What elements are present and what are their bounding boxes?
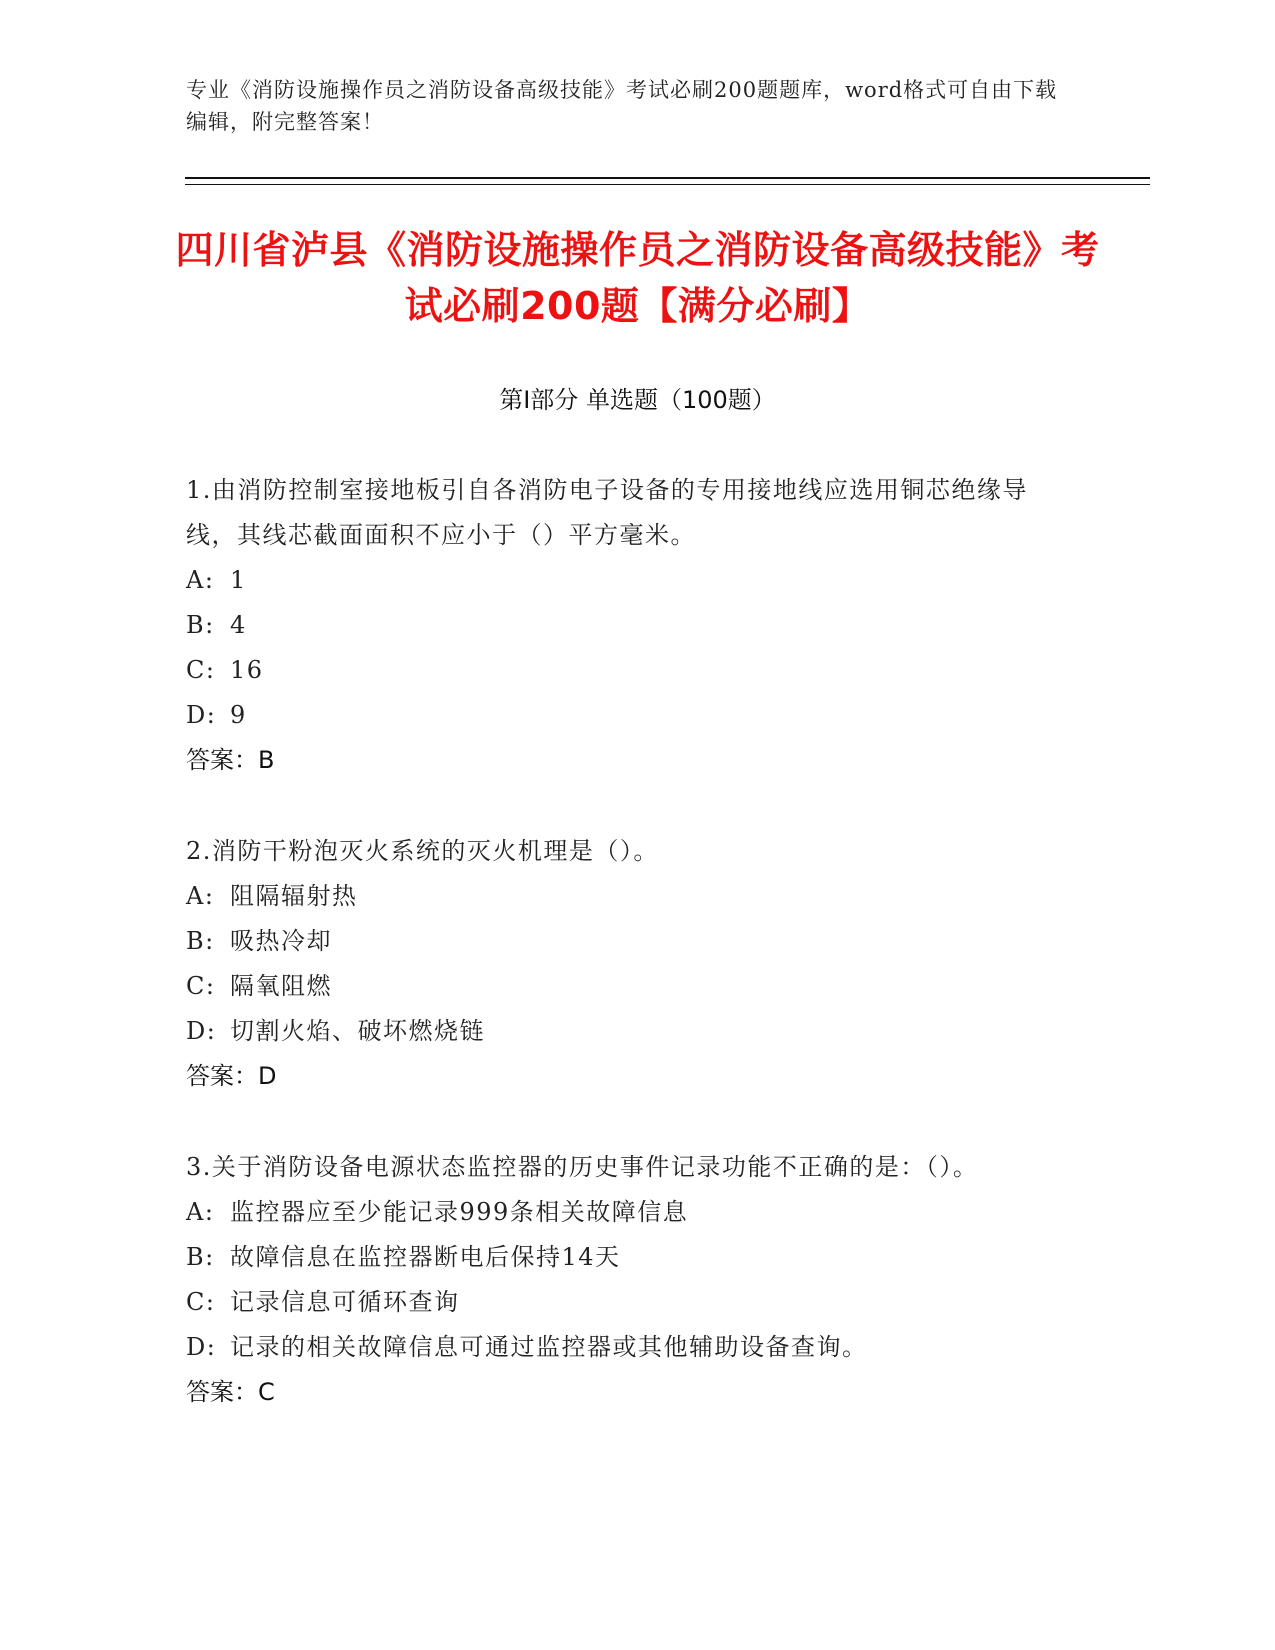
option-d [186, 1009, 1066, 1054]
option-letter: B: [186, 1243, 215, 1271]
question-stem: 1.由消防控制室接地板引自各消防电子设备的专用接地线应选用铜芯绝缘导线，其线芯截面面积不应小于（）平方毫米。 [186, 476, 1028, 549]
header-rule-thick [185, 177, 1150, 179]
option-text: 切割火焰、破坏燃烧链 [230, 1017, 485, 1045]
question-1 [186, 468, 1066, 783]
option-b [186, 1235, 1066, 1280]
option-text: 隔氧阻燃 [230, 972, 332, 1000]
option-a [186, 1190, 1066, 1235]
option-a [186, 558, 1066, 603]
document-title: 四川省泸县《消防设施操作员之消防设备高级技能》考试必刷200题【满分必刷】 [175, 228, 1100, 328]
answer: 答案：B [186, 746, 275, 774]
question-stem: 2.消防干粉泡灭火系统的灭火机理是（）。 [186, 837, 659, 865]
option-text: 4 [230, 611, 247, 639]
option-d [186, 693, 1066, 738]
option-letter: A: [186, 1198, 215, 1226]
option-text: 吸热冷却 [230, 927, 332, 955]
option-letter: A: [186, 566, 215, 594]
option-text: 9 [230, 701, 247, 729]
option-d [186, 1325, 1066, 1370]
option-a [186, 874, 1066, 919]
option-letter: C: [186, 656, 216, 684]
option-letter: D: [186, 701, 217, 729]
option-text: 阻隔辐射热 [230, 882, 358, 910]
option-c [186, 964, 1066, 1009]
option-letter: D: [186, 1333, 217, 1361]
question-list [186, 468, 1066, 1461]
option-letter: B: [186, 927, 215, 955]
option-text: 监控器应至少能记录999条相关故障信息 [230, 1198, 689, 1226]
header-note: 专业《消防设施操作员之消防设备高级技能》考试必刷200题题库，word格式可自由下载编辑，附完整答案！ [186, 78, 1058, 134]
option-c [186, 1280, 1066, 1325]
question-stem: 3.关于消防设备电源状态监控器的历史事件记录功能不正确的是：（）。 [186, 1153, 979, 1181]
answer: 答案：D [186, 1062, 277, 1090]
option-letter: D: [186, 1017, 217, 1045]
option-letter: C: [186, 972, 216, 1000]
header-rule-thin [185, 184, 1150, 185]
option-c [186, 648, 1066, 693]
option-b [186, 919, 1066, 964]
option-text: 记录的相关故障信息可通过监控器或其他辅助设备查询。 [230, 1333, 868, 1361]
section-title: 第Ⅰ部分 单选题（100题） [499, 386, 776, 414]
option-text: 16 [230, 656, 264, 684]
question-3 [186, 1145, 1066, 1415]
answer: 答案：C [186, 1378, 275, 1406]
option-letter: B: [186, 611, 215, 639]
option-letter: A: [186, 882, 215, 910]
option-text: 故障信息在监控器断电后保持14天 [230, 1243, 621, 1271]
option-b [186, 603, 1066, 648]
option-letter: C: [186, 1288, 216, 1316]
option-text: 记录信息可循环查询 [230, 1288, 460, 1316]
question-2 [186, 829, 1066, 1099]
option-text: 1 [230, 566, 247, 594]
